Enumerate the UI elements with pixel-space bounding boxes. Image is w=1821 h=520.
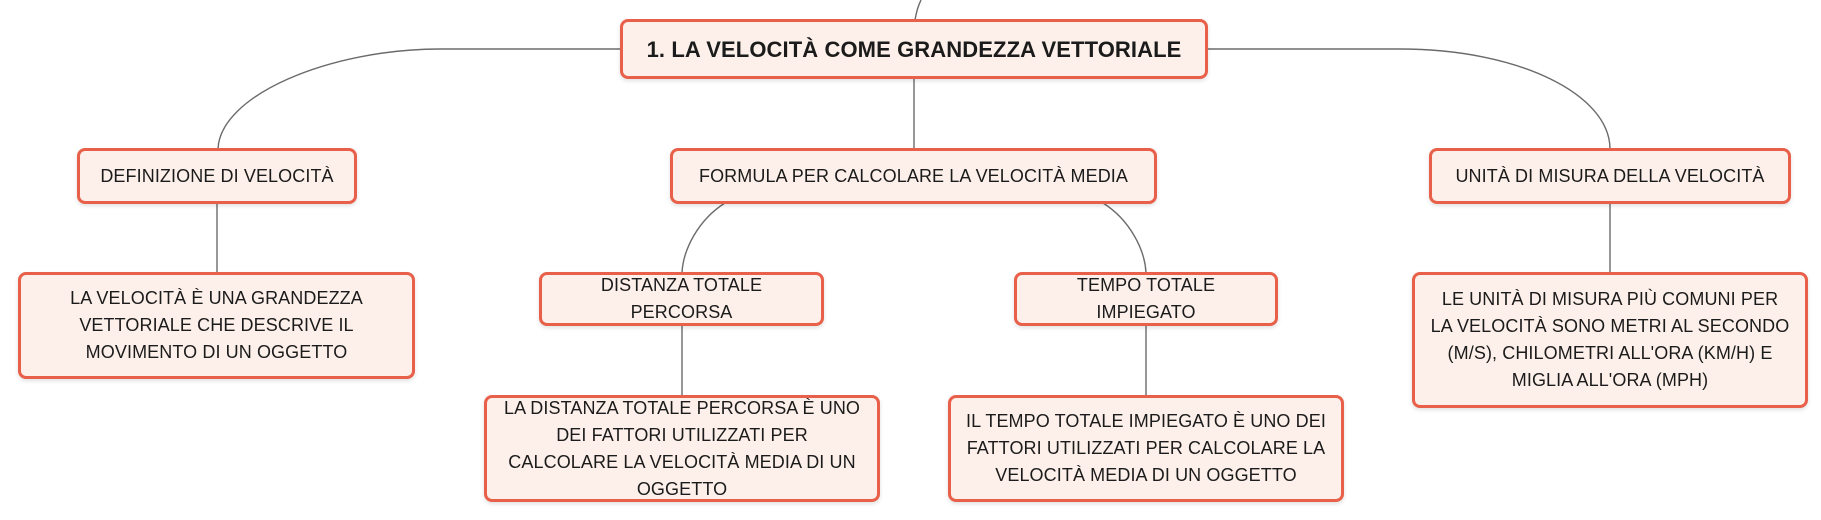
detail-distanza-label: LA DISTANZA TOTALE PERCORSA È UNO DEI FATTORI UTILIZZATI PER CALCOLARE LA VELOCITÀ MEDIA DI UN OGGETTO [503, 397, 861, 499]
connector-root-definizione [218, 49, 622, 149]
detail-tempo[interactable] [948, 395, 1344, 502]
topic-definizione-label: DEFINIZIONE DI VELOCITÀ [100, 165, 334, 186]
detail-definizione-label: LA VELOCITÀ È UNA GRANDEZZA VETTORIALE CHE DESCRIVE IL MOVIMENTO DI UN OGGETTO [70, 288, 363, 362]
subtopic-tempo[interactable] [1014, 272, 1278, 326]
connector-root-unita [1208, 49, 1610, 149]
topic-formula-label: FORMULA PER CALCOLARE LA VELOCITÀ MEDIA [698, 165, 1129, 186]
detail-unita-label: LE UNITÀ DI MISURA PIÙ COMUNI PER LA VELOCITÀ SONO METRI AL SECONDO (M/S), CHILOMETRI ALL'ORA (KM/H) E MIGLIA ALL'ORA (MPH) [1430, 289, 1790, 390]
root-node[interactable] [620, 19, 1208, 79]
detail-definizione[interactable] [18, 272, 415, 379]
topic-definizione[interactable] [77, 148, 357, 204]
connector-formula-tempo [1103, 203, 1146, 273]
connector-formula-distanza [682, 203, 725, 273]
detail-tempo-label: IL TEMPO TOTALE IMPIEGATO È UNO DEI FATTORI UTILIZZATI PER CALCOLARE LA VELOCITÀ MEDIA DI UN OGGETTO [966, 411, 1326, 485]
detail-distanza[interactable] [484, 395, 880, 502]
detail-unita[interactable] [1412, 272, 1808, 408]
topic-formula[interactable] [670, 148, 1157, 204]
connector-root-parent [915, 0, 921, 20]
subtopic-distanza[interactable] [539, 272, 824, 326]
topic-unita-label: UNITÀ DI MISURA DELLA VELOCITÀ [1455, 165, 1765, 186]
subtopic-distanza-label: DISTANZA TOTALE PERCORSA [600, 275, 763, 322]
topic-unita[interactable] [1429, 148, 1791, 204]
subtopic-tempo-label: TEMPO TOTALE IMPIEGATO [1076, 275, 1216, 322]
root-node-label: 1. LA VELOCITÀ COME GRANDEZZA VETTORIALE [646, 36, 1182, 62]
